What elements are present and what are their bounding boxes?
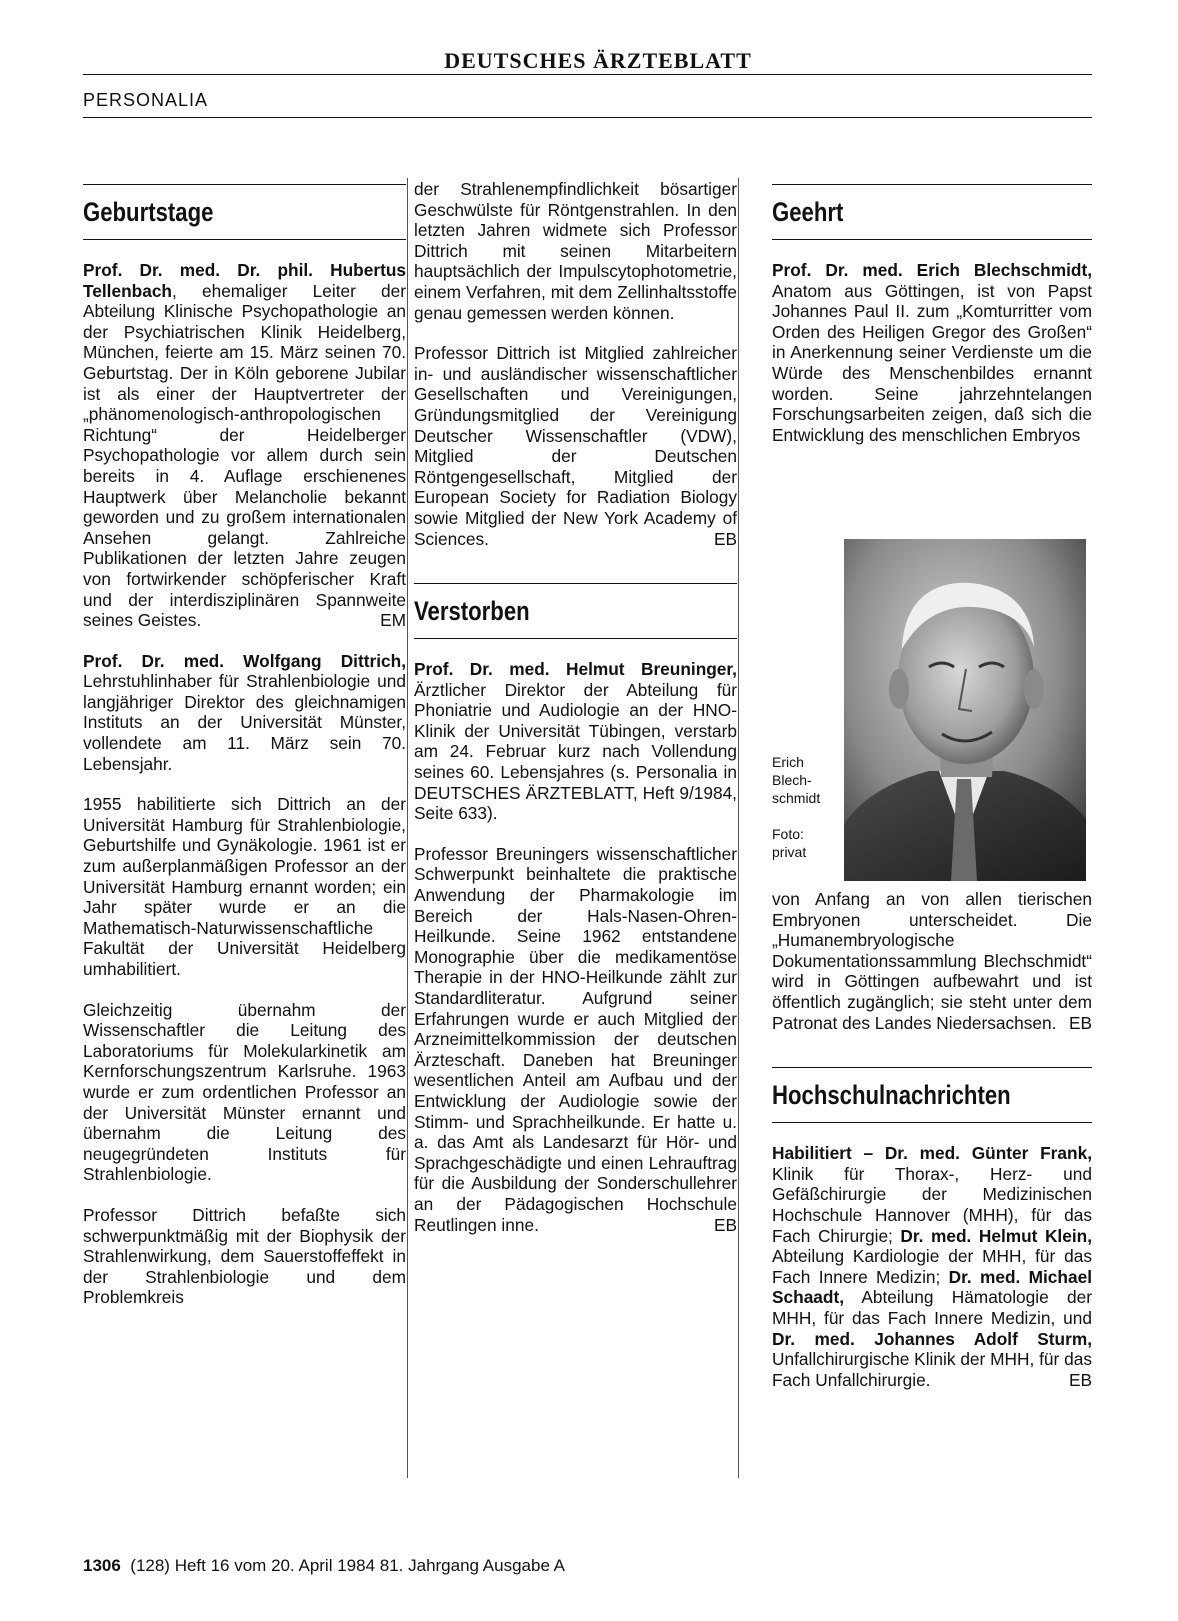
- journal-masthead: DEUTSCHES ÄRZTEBLATT: [444, 48, 752, 73]
- column-2: [414, 179, 737, 1255]
- name-breuninger: Prof. Dr. med. Helmut Breuninger,: [414, 659, 737, 680]
- signature-eb: EB: [1068, 1369, 1092, 1390]
- caption-name-line-1: Erich: [772, 754, 804, 770]
- caption-name-line-3: schmidt: [772, 790, 821, 806]
- paragraph-tellenbach: Prof. Dr. med. Dr. phil. Hubertus Tellenbach, ehemaliger Leiter der Abteilung Klinische Psychopathologie an der Psychiatrischen Klinik Heidelberg, München, feierte am 15. März seinen 70. Geburtstag. Der in Köln geborene Jubilar ist als einer der Hauptvertreter der „phänomenologisch-anthropologischen Richtung“ der Heidelberger Psychopathologie vor allem durch sein bereits in 4. Auflage erschienenes Hauptwerk über Melancholie bekannt geworden und zu großem internationalen Ansehen gelangt. Zahlreiche Publikationen der letzten Jahre zeugen von fortwirkender schöpferischer Kraft und der interdisziplinären Spannweite seines Geistes. EM: [83, 260, 406, 631]
- issue-info: (128) Heft 16 vom 20. April 1984 81. Jahrgang Ausgabe A: [130, 1556, 566, 1575]
- section-label: PERSONALIA: [83, 90, 209, 110]
- paragraph-blechschmidt: Prof. Dr. med. Erich Blechschmidt, Anatom aus Göttingen, ist von Papst Johannes Paul II. zum „Komturritter vom Orden des Heiligen Gregor des Großen“ in Anerkennung seiner Verdienste um die Würde des Menschenbildes ernannt worden. Seine jahrzehntelangen Forschungsarbeiten zeigen, daß sich die Entwicklung des menschlichen Embryos: [772, 260, 1092, 445]
- photo-caption: [772, 753, 842, 861]
- heading-geehrt: Geehrt: [772, 197, 844, 227]
- heading-block-geehrt: [772, 184, 1092, 240]
- heading-block-hochschulnachrichten: [772, 1067, 1092, 1123]
- column-divider: [407, 178, 408, 1478]
- paragraph-dittrich-research: Professor Dittrich befaßte sich schwerpunktmäßig mit der Biophysik der Strahlenwirkung, dem Sauerstoffeffekt in der Strahlenbiologie und dem Problemkreis: [83, 1204, 406, 1308]
- signature-em: EM: [380, 610, 406, 631]
- caption-name-line-2: Blech-: [772, 772, 812, 788]
- heading-hochschulnachrichten: Hochschulnachrichten: [772, 1080, 1011, 1111]
- paragraph-blechschmidt-continued: von Anfang an von allen tierischen Embryonen unterscheidet. Die „Humanembryologische Dokumentationssammlung Blechschmidt“ wird in Göttingen aufbewahrt und ist öffentlich zugänglich; sie steht unter dem Patronat des Landes Niedersachsen. EB: [772, 889, 1092, 1033]
- paragraph-breuninger-intro: Prof. Dr. med. Helmut Breuninger, Ärztlicher Direktor der Abteilung für Phoniatrie und Audiologie an der HNO-Klinik der Universität Tübingen, verstarb am 24. Februar kurz nach Vollendung seines 60. Lebensjahres (s. Personalia in DEUTSCHES ÄRZTEBLATT, Heft 9/1984, Seite 633).: [414, 659, 737, 824]
- caption-credit-line-1: Foto:: [772, 826, 804, 842]
- column-divider: [738, 178, 739, 1478]
- heading-block-geburtstage: [83, 184, 406, 240]
- masthead-rule: [83, 74, 1092, 75]
- heading-verstorben: Verstorben: [414, 596, 530, 627]
- paragraph-dittrich-memberships: Professor Dittrich ist Mitglied zahlreicher in- und ausländischer wissenschaftlicher Gesellschaften und Vereinigungen, Gründungsmitglied der Vereinigung Deutscher Wissenschaftler (VDW), Mitglied der Deutschen Röntgengesellschaft, Mitglied der European Society for Radiation Biology sowie Mitglied der New York Academy of Sciences. EB: [414, 343, 737, 549]
- paragraph-dittrich-career: 1955 habilitierte sich Dittrich an der Universität Hamburg für Strahlenbiologie, Geburtshilfe und Gynäkologie. 1961 ist er zum außerplanmäßigen Professor an der Universität Hamburg ernannt worden; ein Jahr später wurde er an die Mathematisch-Naturwissenschaftliche Fakultät der Universität Heidelberg umhabilitiert.: [83, 794, 406, 979]
- portrait-photo: [844, 539, 1086, 881]
- name-blechschmidt: Prof. Dr. med. Erich Blechschmidt,: [772, 260, 1092, 280]
- section-rule: [83, 117, 1092, 118]
- heading-geburtstage: Geburtstage: [83, 197, 214, 227]
- page-number: 1306: [83, 1556, 121, 1575]
- portrait-photo-image: [844, 539, 1086, 881]
- signature-eb: EB: [713, 528, 737, 549]
- signature-eb: EB: [1068, 1012, 1092, 1033]
- column-1: [83, 184, 406, 1328]
- caption-credit-line-2: privat: [772, 844, 807, 860]
- page-footer: [83, 1556, 565, 1576]
- paragraph-dittrich-continued: der Strahlenempfindlichkeit bösartiger Geschwülste für Röntgenstrahlen. In den letzten Jahren widmete sich Professor Dittrich mit seinen Mitarbeitern hauptsächlich der Impulscytophotometrie, einem Verfahren, mit dem Zellinhaltsstoffe genau gemessen werden können.: [414, 179, 737, 323]
- name-dittrich: Prof. Dr. med. Wolfgang Dittrich,: [83, 650, 406, 671]
- paragraph-dittrich-intro: Prof. Dr. med. Wolfgang Dittrich, Lehrstuhlinhaber für Strahlenbiologie und langjähriger Direktor des gleichnamigen Instituts an der Universität Münster, vollendete am 11. März sein 70. Lebensjahr.: [83, 650, 406, 774]
- column-3-bottom: [772, 889, 1092, 1410]
- paragraph-habilitationen: Habilitiert – Dr. med. Günter Frank, Klinik für Thorax-, Herz- und Gefäßchirurgie der Medizinischen Hochschule Hannover (MHH), für das Fach Chirurgie; Dr. med. Helmut Klein, Abteilung Kardiologie der MHH, für das Fach Innere Medizin; Dr. med. Michael Schaadt, Abteilung Hämatologie der MHH, für das Fach Innere Medizin, und Dr. med. Johannes Adolf Sturm, Unfallchirurgische Klinik der MHH, für das Fach Unfallchirurgie. EB: [772, 1143, 1093, 1390]
- heading-block-verstorben: [414, 583, 737, 639]
- paragraph-breuninger-work: Professor Breuningers wissenschaftlicher Schwerpunkt beinhaltete die praktische Anwendung der Pharmakologie im Bereich der Hals-Nasen-Ohren-Heilkunde. Seine 1962 entstandene Monographie über die medikamentöse Therapie in der HNO-Heilkunde zählt zur Standardliteratur. Aufgrund seiner Erfahrungen wurde er auch Mitglied der Arzneimittelkommission der deutschen Ärzteschaft. Daneben hat Breuninger wesentlichen Anteil am Aufbau und der Entwicklung der Audiologie sowie der Stimm- und Sprachheilkunde. Er hatte u. a. das Amt als Landesarzt für Hör- und Sprachgeschädigte und einen Lehrauftrag für die Ausbildung der Sonderschullehrer an der Pädagogischen Hochschule Reutlingen inne. EB: [414, 843, 737, 1235]
- column-3-top: [772, 184, 1092, 465]
- paragraph-dittrich-karlsruhe: Gleichzeitig übernahm der Wissenschaftler die Leitung des Laboratoriums für Molekularkinetik am Kernforschungszentrum Karlsruhe. 1963 wurde er zum ordentlichen Professor an der Universität Münster ernannt und übernahm die Leitung des neugegründeten Instituts für Strahlenbiologie.: [83, 999, 406, 1185]
- signature-eb: EB: [713, 1214, 737, 1235]
- name-tellenbach: Prof. Dr. med. Dr. phil. Hubertus Tellenbach: [83, 260, 406, 301]
